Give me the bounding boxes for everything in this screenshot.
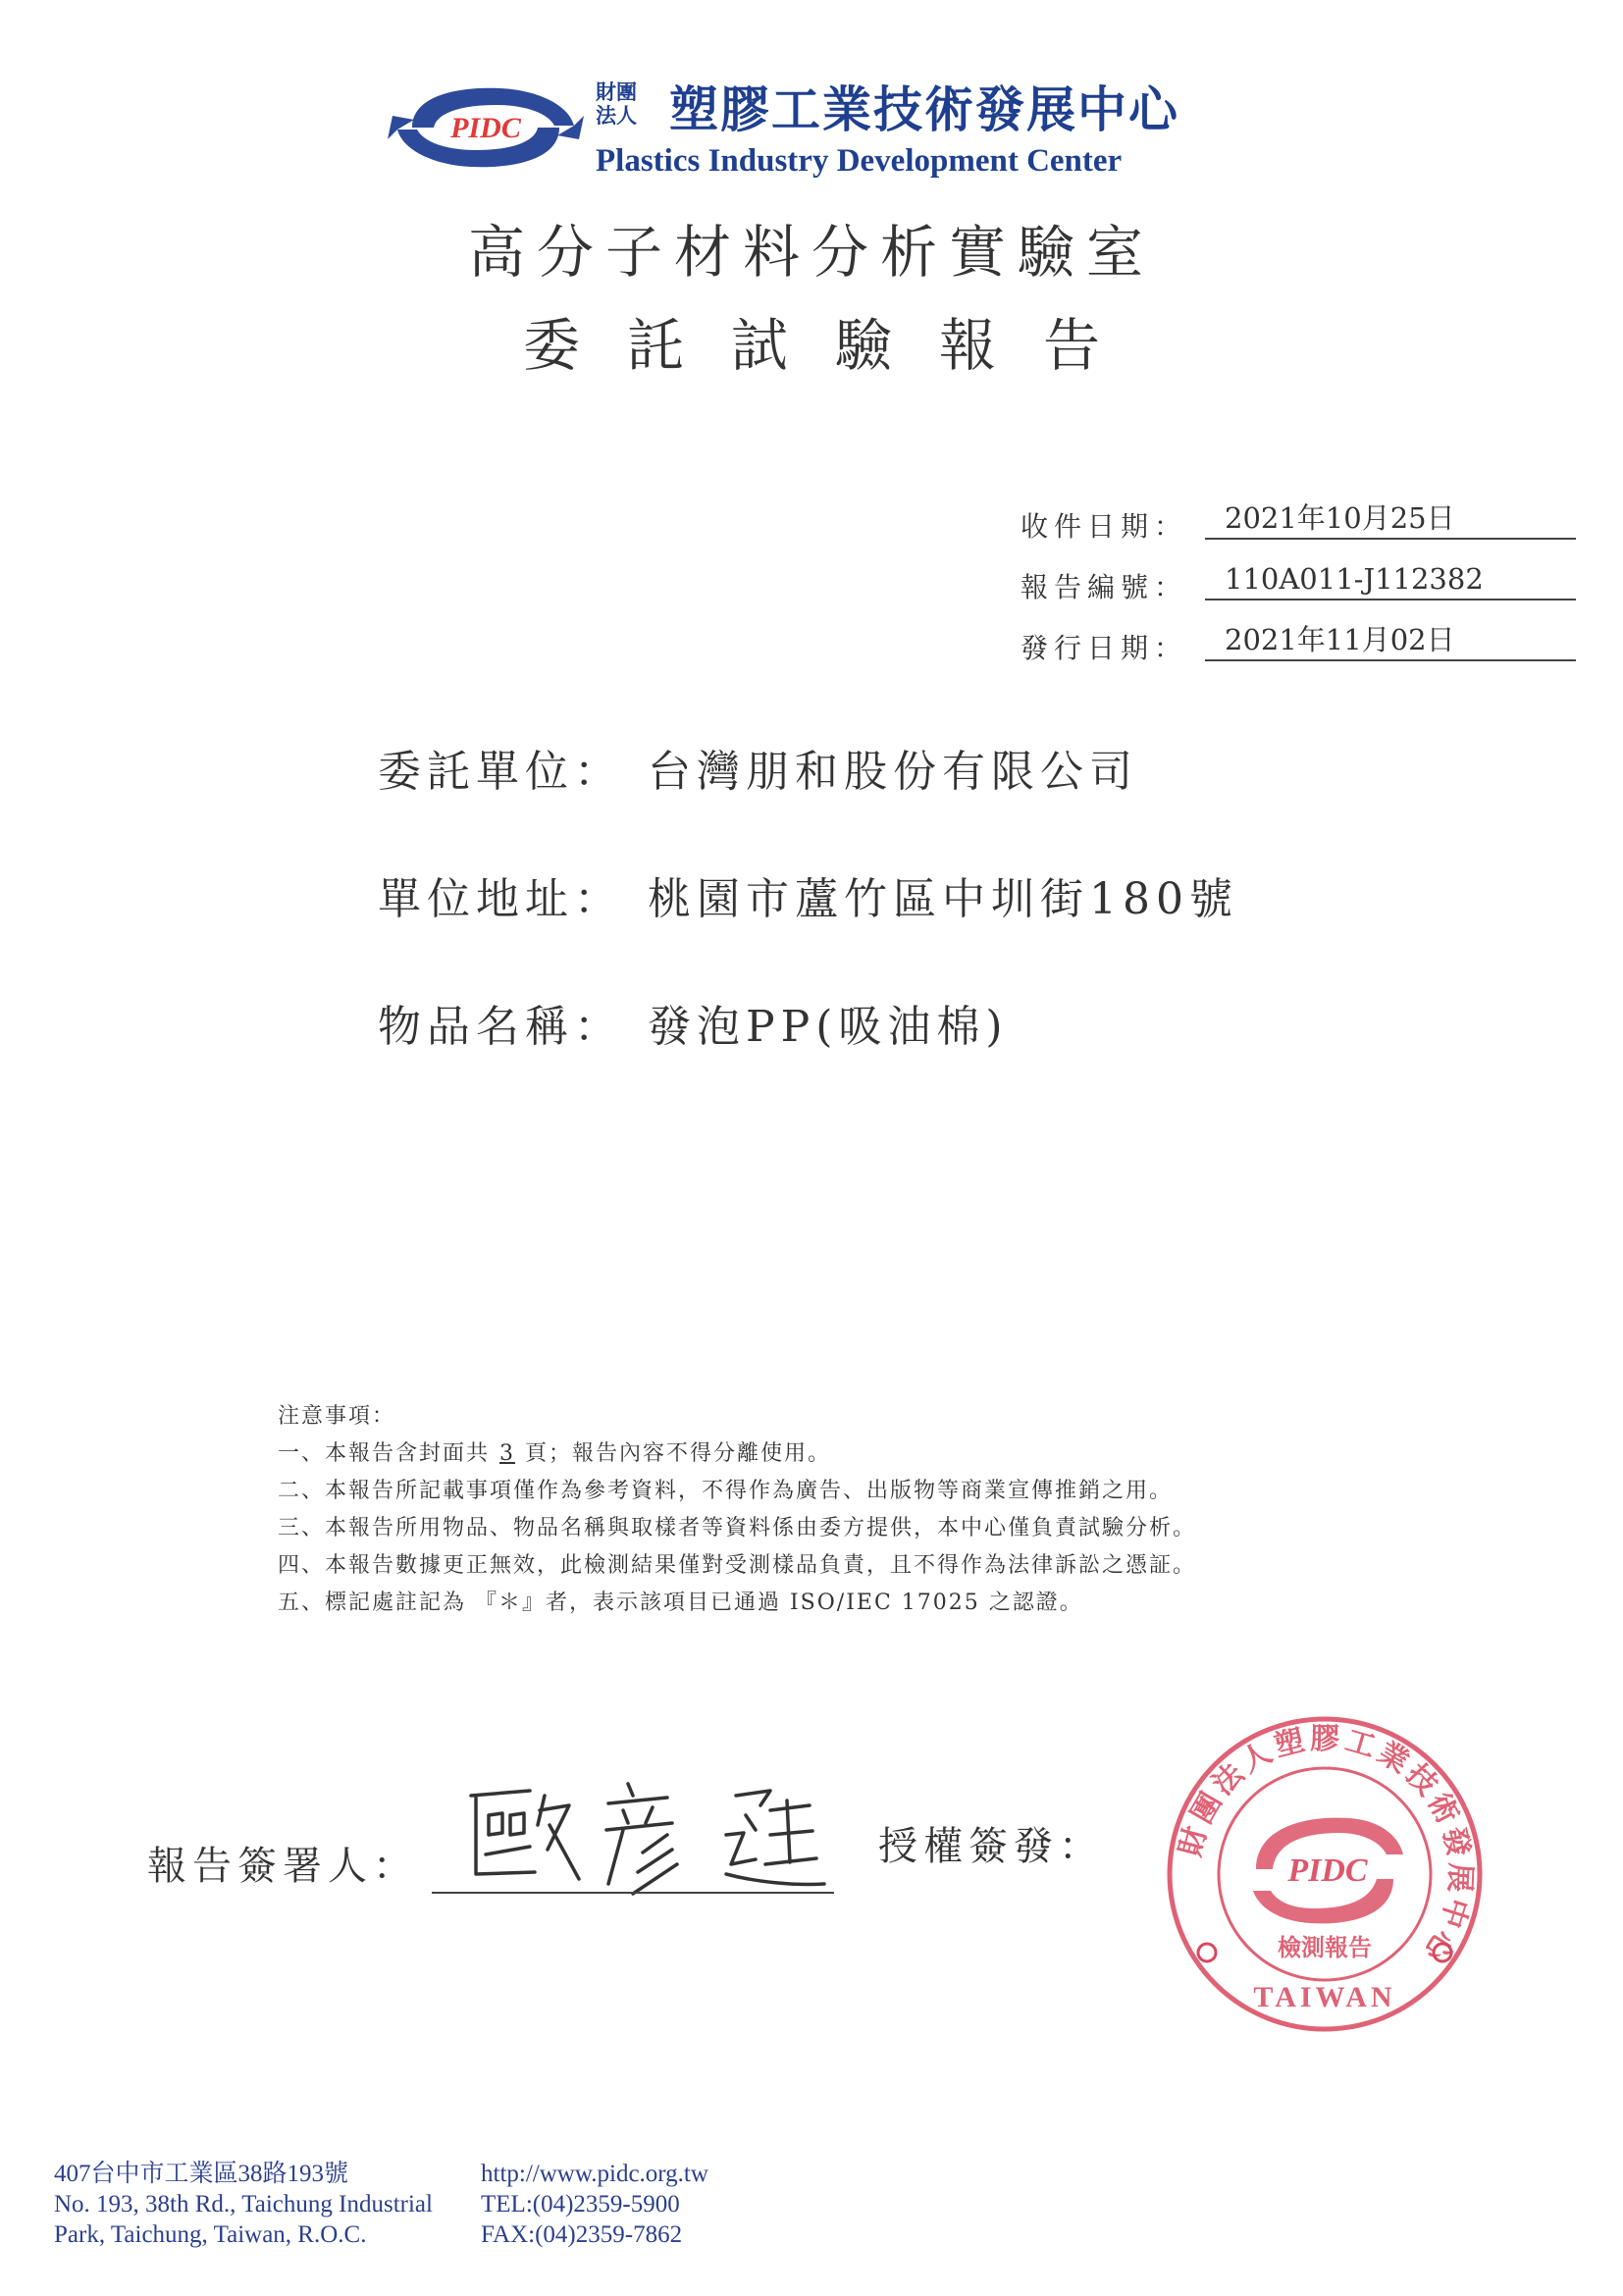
org-name-en: Plastics Industry Development Center — [596, 143, 1123, 179]
report-number-value: 110A011-J112382 — [1205, 559, 1576, 600]
page-count: 3 — [499, 1441, 516, 1466]
note-line-5: 五、標記處註記為 『＊』者，表示該項目已通過 ISO/IEC 17025 之認證。 — [278, 1591, 1083, 1615]
item-name-label: 物品名稱： — [378, 1002, 623, 1052]
official-seal — [1163, 1712, 1487, 2036]
report-title: 委託試驗報告 — [522, 312, 1147, 379]
signature-line — [432, 1892, 834, 1894]
footer-address: 407台中市工業區38路193號 No. 193, 38th Rd., Taichung Industrial Park, Taichung, Taiwan, R.O.C. — [54, 2161, 433, 2248]
footer-contact — [481, 2159, 708, 2250]
client-label: 委託單位： — [378, 747, 623, 797]
received-date-value: 2021年10月25日 — [1205, 498, 1576, 540]
client-value: 台灣朋和股份有限公司 — [648, 747, 1138, 797]
pidc-logo — [383, 78, 589, 177]
note-line-4: 四、本報告數據更正無效，此檢測結果僅對受測樣品負責，且不得作為法律訴訟之憑証。 — [278, 1553, 1197, 1578]
notes-section — [278, 1398, 1196, 1622]
svg-text:TAIWAN: TAIWAN — [1253, 1981, 1396, 2013]
note-line-1: 一、本報告含封面共 3 頁；報告內容不得分離使用。 — [278, 1441, 832, 1466]
authorized-label: 授權簽發： — [878, 1824, 1104, 1869]
issue-date-value: 2021年11月02日 — [1205, 620, 1576, 661]
address-value: 桃園市蘆竹區中圳街180號 — [648, 874, 1238, 924]
note-line-2: 二、本報告所記載事項僅作為參考資料，不得作為廣告、出版物等商業宣傳推銷之用。 — [278, 1479, 1174, 1503]
lab-name: 高分子材料分析實驗室 — [467, 219, 1155, 286]
svg-text:PIDC: PIDC — [1287, 1852, 1368, 1889]
org-name-cn: 塑膠工業技術發展中心 — [669, 81, 1179, 138]
handwritten-signature — [432, 1756, 844, 1904]
note-line-3: 三、本報告所用物品、物品名稱與取樣者等資料係由委方提供，本中心僅負責試驗分析。 — [278, 1516, 1197, 1540]
svg-text:檢測報告: 檢測報告 — [1278, 1934, 1372, 1961]
report-number-label: 報告編號： — [1021, 571, 1188, 603]
footer-website[interactable]: http://www.pidc.org.tw — [481, 2161, 708, 2187]
org-type: 財團 法人 — [596, 80, 637, 128]
address-label: 單位地址： — [378, 874, 623, 924]
footer-tel: TEL:(04)2359-5900 — [481, 2191, 680, 2218]
footer-fax: FAX:(04)2359-7862 — [481, 2221, 683, 2248]
item-name-value: 發泡PP(吸油棉) — [648, 1002, 1009, 1052]
notes-heading: 注意事項： — [278, 1404, 396, 1429]
signer-label: 報告簽署人： — [147, 1844, 418, 1889]
issue-date-label: 發行日期： — [1021, 632, 1188, 664]
received-date-label: 收件日期： — [1021, 510, 1188, 543]
logo-text: PIDC — [450, 112, 521, 144]
svg-text:財團法人塑膠工業技術發展中心: 財團法人塑膠工業技術發展中心 — [1173, 1721, 1478, 1971]
